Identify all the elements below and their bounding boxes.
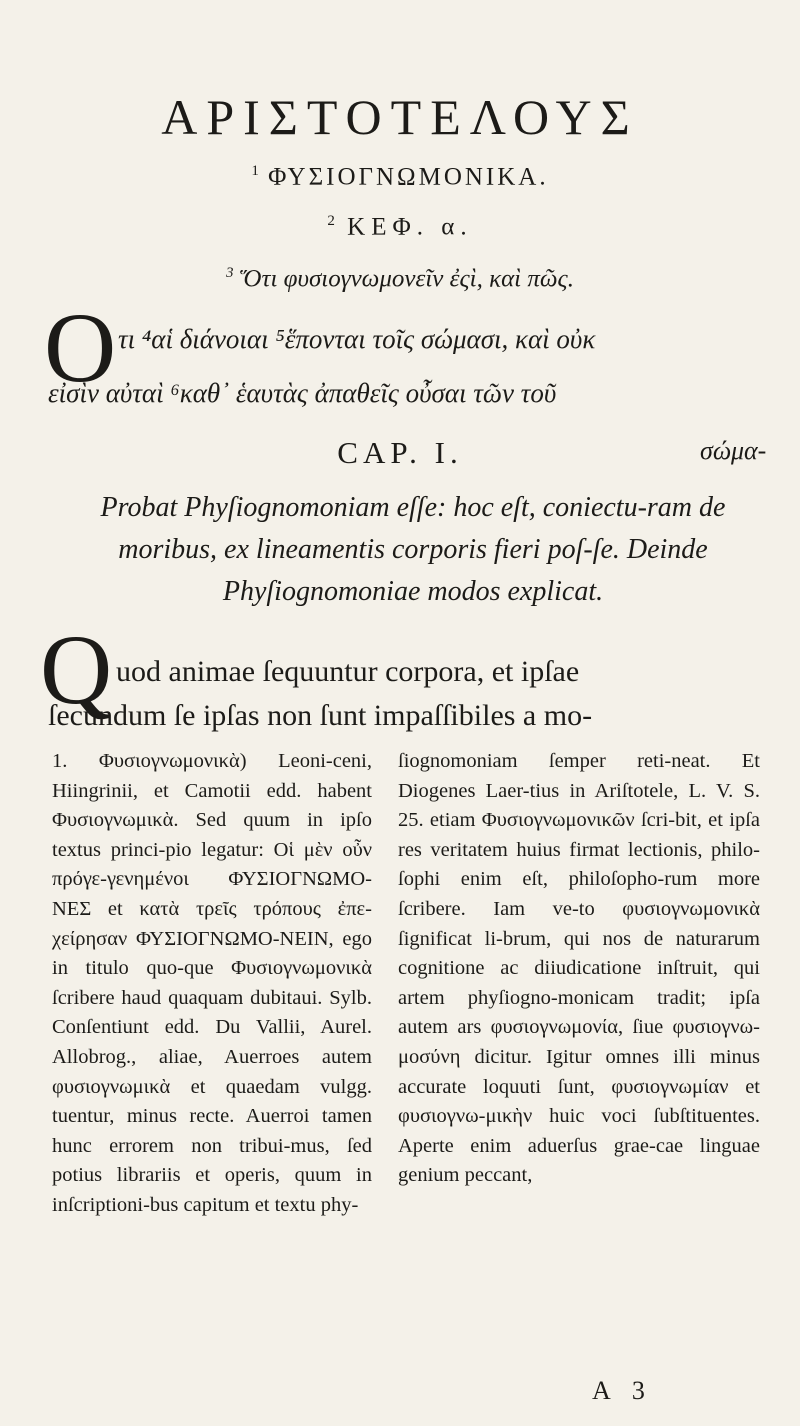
greek-text-line: εἰσὶν αὐταὶ ⁶καθ᾽ ἑαυτὰς ἀπαθεῖς οὖσαι τῶν τοῦ xyxy=(48,378,557,408)
greek-text-line: σώμα- xyxy=(700,436,767,465)
footnote-marker: 1 xyxy=(251,163,259,179)
footnote-marker: 2 xyxy=(327,213,335,229)
subtitle-text: ΦΥΣΙΟΓΝΩΜΟΝΙΚΑ. xyxy=(268,163,549,191)
chapter-heading-greek xyxy=(0,213,800,241)
subtitle xyxy=(0,163,800,191)
greek-heading xyxy=(0,265,800,293)
chapter-summary: Probat Phyſiognomoniam eſſe: hoc eſt, coniectu-ram de moribus, ex lineamentis corporis fieri poſ-ſe. Deinde Phyſiognomoniae modos explicat. xyxy=(100,492,726,607)
drop-cap-latin: Q xyxy=(40,614,113,725)
latin-main-text xyxy=(48,650,788,738)
note-text: ſiognomoniam ſemper reti-neat. Et Diogenes Laer-tius in Ariſtotele, L. V. S. 25. etiam Φυσιογνωμονικῶν ſcri-bit, et ipſa res veritatem huius firmat lectionis, philo-ſophi enim eſt, philoſopho-rum more ſcribere. Iam ve-to φυσιογνωμονικὰ ſignificat li-brum, qui nos de naturarum cognitione ac diiudicatione inſtruit, qui artem phyſiogno-monicam tradit; ipſa autem ars φυσιογνωμονία, ſiue φυσιογνω-μοσύνη dicitur. Igitur omnes illi minus accurate loquuti ſunt, φυσιογνωμίαν et φυσιογνω-μικὴν huic voci ſubſtituentes. Aperte enim aduerſus grae-cae linguae genium peccant, xyxy=(398,750,760,1187)
greek-heading-text: Ὅτι φυσιογνωμονεῖν ἐςὶ, καὶ πῶς. xyxy=(239,265,574,293)
drop-cap-greek: O xyxy=(44,292,117,403)
chapter-heading-latin: CAP. I. xyxy=(337,435,463,470)
running-title: ΑΡΙΣΤΟΤΕΛΟΥΣ xyxy=(161,89,639,145)
note-text: 1. Φυσιογνωμονικὰ) Leoni-ceni, Hiingrinii, et Camotii edd. habent Φυσιογνωμικὰ. Sed quum in ipſo textus princi-pio legatur: Οἱ μὲν οὖν πρόγε-γενημένοι ΦΥΣΙΟΓΝΩΜΟ-ΝΕΣ et κατὰ τρεῖς τρόπους ἐπε-χείρησαν ΦΥΣΙΟΓΝΩΜΟ-ΝΕΙΝ, ego in titulo quo-que Φυσιογνωμονικὰ ſcribere haud quaquam dubitaui. Sylb. Conſentiunt edd. Du Vallii, Aurel. Allobrog., aliae, Auerroes autem φυσιογνωμικὰ et quaedam vulgg. tuentur, minus recte. Auerroi tamen hunc errorem non tribui-mus, ſed potius librariis et operis, quum in inſcriptioni-bus capitum et textu phy- xyxy=(52,750,372,1216)
notes-column-right xyxy=(398,747,760,1191)
signature-mark: A 3 xyxy=(592,1376,653,1405)
latin-text-line: uod animae ſequuntur corpora, et ipſae xyxy=(116,655,580,688)
latin-text-line: ſecundum ſe ipſas non ſunt impaſſibiles a mo- xyxy=(48,699,593,732)
notes-column-left xyxy=(52,747,372,1221)
footnote-marker: 3 xyxy=(226,265,234,281)
greek-text-line: τι ⁴αἱ διάνοιαι ⁵ἕπονται τοῖς σώμασι, καὶ οὐκ xyxy=(118,324,596,354)
chapter-heading-text: ΚΕΦ. α. xyxy=(347,213,473,241)
